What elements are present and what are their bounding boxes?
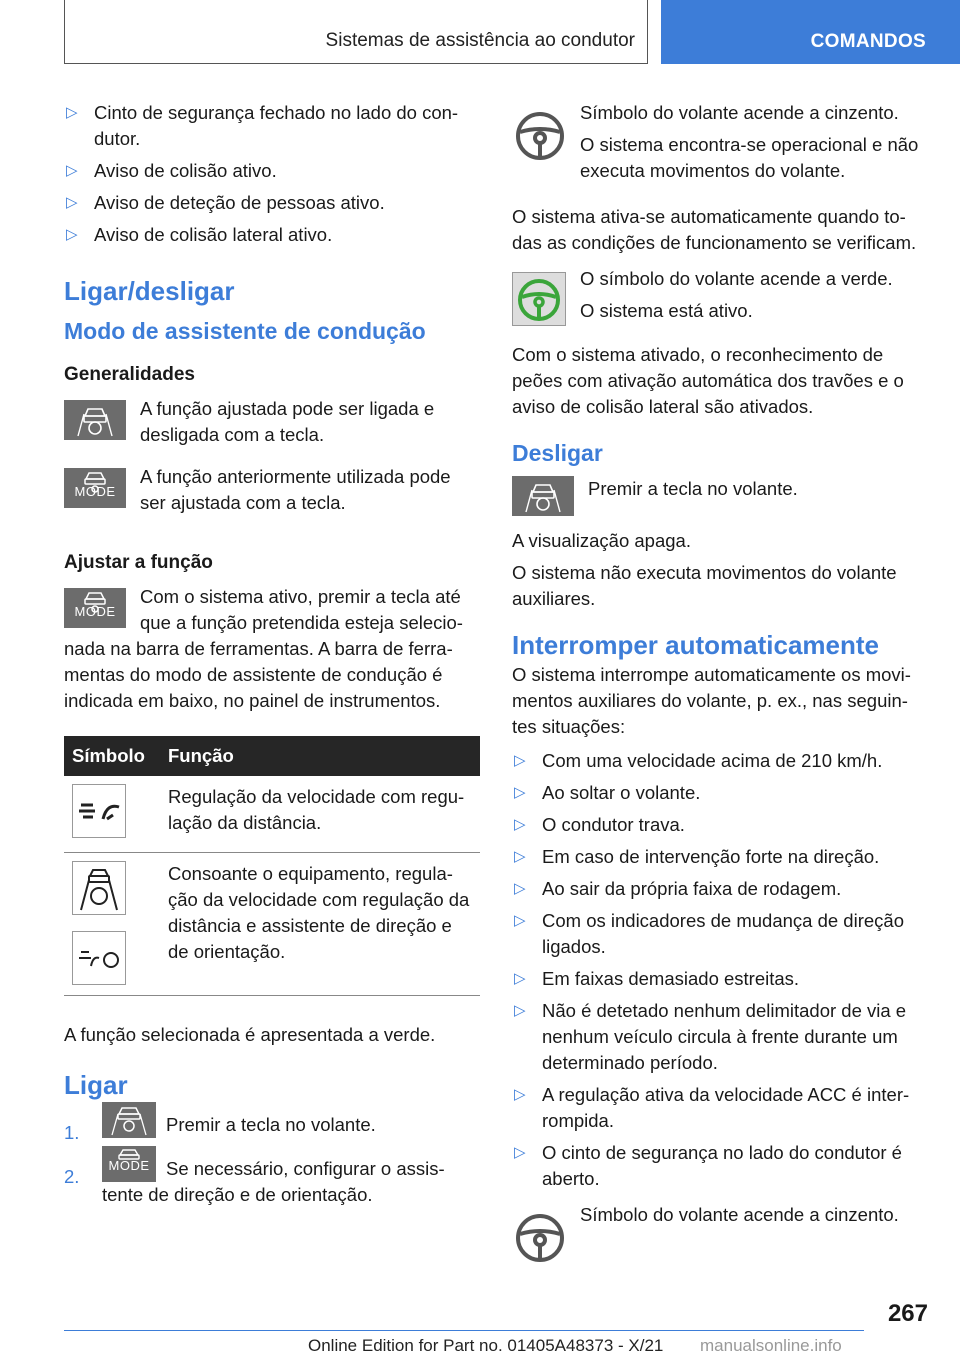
triangle-bullet-icon: ▷	[66, 104, 78, 121]
list-item: ▷ Com os indicadores de mudança de direção ligados.	[514, 910, 904, 957]
list-item: ▷ Aviso de colisão lateral ativo.	[64, 222, 480, 248]
driving-assistant-key-icon	[102, 1102, 156, 1138]
page-number: 267	[887, 1300, 928, 1327]
table-row	[64, 776, 480, 853]
triangle-bullet-icon: ▷	[514, 848, 526, 865]
list-item: 1. Premir a tecla no volante.	[64, 1102, 480, 1138]
verde-text: A função selecionada é apresentada a verde.	[64, 1024, 436, 1045]
footer-watermark: manualsonline.info	[700, 1336, 842, 1355]
triangle-bullet-icon: ▷	[514, 752, 526, 769]
list-item: ▷ Em caso de intervenção forte na direção.	[512, 844, 928, 870]
header-bar	[64, 0, 648, 64]
ativa-text: O sistema ativa-se automaticamente quando to-das as condições de funcionamento se verificam.	[512, 206, 917, 253]
triangle-bullet-icon: ▷	[66, 162, 78, 179]
heading-ligar-desligar: Ligar/desligar	[64, 276, 235, 306]
list-item: ▷ Em faixas demasiado estreitas.	[512, 966, 928, 992]
generalidades-text-2: A função anteriormente utilizada pode ser ajustada com a tecla.	[140, 466, 451, 513]
list-item: ▷ Aviso de colisão ativo.	[64, 158, 480, 184]
list-item: ▷ Cinto de segurança fechado no lado do con-dutor.	[66, 102, 459, 149]
mode-label: MODE	[74, 484, 116, 499]
list-item: 2. MODE Se necessário, configurar o assis-tente de direção e de orientação.	[64, 1146, 480, 1208]
triangle-bullet-icon: ▷	[66, 194, 78, 211]
verde-text-1: O símbolo do volante acende a verde.	[580, 268, 893, 289]
list-item: ▷ O condutor trava.	[512, 812, 928, 838]
cinzento-final-text: Símbolo do volante acende a cinzento.	[580, 1204, 899, 1225]
mode-key-icon	[64, 468, 126, 508]
visualizacao-text: A visualização apaga.	[512, 530, 691, 551]
list-item: ▷ A regulação ativa da velocidade ACC é inter-rompida.	[514, 1084, 910, 1131]
lane-assist-symbol-icon	[72, 861, 126, 915]
triangle-bullet-icon: ▷	[514, 880, 526, 897]
triangle-bullet-icon: ▷	[514, 816, 526, 833]
list-item: ▷ O cinto de segurança no lado do condutor é aberto.	[514, 1142, 902, 1189]
list-item: ▷ Não é detetado nenhum delimitador de via e nenhum veículo circula à frente durante um determinado período.	[514, 1000, 907, 1073]
driving-assistant-key-icon	[512, 476, 574, 516]
triangle-bullet-icon: ▷	[514, 1086, 526, 1103]
list-item: ▷ Ao sair da própria faixa de rodagem.	[512, 876, 928, 902]
footer-divider	[64, 1330, 864, 1331]
heading-ajustar: Ajustar a função	[64, 552, 213, 573]
mode-key-icon	[64, 588, 126, 628]
table-cell: Consoante o equipamento, regula-ção da velocidade com regulação da distância e assistente de direção e de orientação.	[160, 853, 480, 996]
desligar-text: Premir a tecla no volante.	[588, 478, 798, 499]
table-header-symbol: Símbolo	[64, 736, 160, 776]
table-cell: Regulação da velocidade com regu-lação da distância.	[160, 776, 480, 853]
list-item: ▷ Ao soltar o volante.	[512, 780, 928, 806]
steps-list	[64, 1102, 480, 1208]
driving-assistant-key-icon	[64, 400, 126, 440]
interromper-text: O sistema interrompe automaticamente os movi-mentos auxiliares do volante, p. ex., nas seguin-tes situações:	[512, 664, 911, 737]
verde-text-2: O sistema está ativo.	[580, 300, 753, 321]
footer-edition: Online Edition for Part no. 01405A48373 - X/21	[308, 1336, 664, 1355]
heading-desligar: Desligar	[512, 440, 603, 466]
triangle-bullet-icon: ▷	[66, 226, 78, 243]
mode-label: MODE	[74, 604, 116, 619]
acc-symbol-icon	[72, 784, 126, 838]
symbol-table	[64, 736, 480, 996]
triangle-bullet-icon: ▷	[514, 970, 526, 987]
generalidades-text-1: A função ajustada pode ser ligada e desligada com a tecla.	[140, 398, 435, 445]
steering-wheel-icon	[512, 1204, 572, 1264]
nao-executa-text: O sistema não executa movimentos do volante auxiliares.	[512, 562, 897, 609]
cinzento-text-2: O sistema encontra-se operacional e não executa movimentos do volante.	[580, 134, 919, 181]
heading-interromper: Interromper automaticamente	[512, 630, 879, 660]
triangle-bullet-icon: ▷	[514, 784, 526, 801]
table-row	[64, 853, 480, 996]
triangle-bullet-icon: ▷	[514, 1144, 526, 1161]
section-label: COMANDOS	[810, 31, 926, 52]
steering-wheel-icon	[512, 102, 572, 162]
table-header-function: Função	[160, 736, 480, 776]
triangle-bullet-icon: ▷	[514, 912, 526, 929]
ativado-text: Com o sistema ativado, o reconhecimento de peões com ativação automática dos travões e o aviso de colisão lateral são ativados.	[512, 344, 904, 417]
list-item: ▷ Aviso de deteção de pessoas ativo.	[64, 190, 480, 216]
ajustar-text: Com o sistema ativo, premir a tecla até que a função pretendida esteja selecio-nada na barra de ferramentas. A barra de ferra-mentas do modo de assistente de condução é indicada em baixo, no painel de instrumentos.	[64, 586, 463, 711]
left-column	[64, 100, 480, 1216]
triangle-bullet-icon: ▷	[514, 1002, 526, 1019]
section-tab	[661, 0, 960, 64]
cinzento-text-1: Símbolo do volante acende a cinzento.	[580, 102, 899, 123]
header-title: Sistemas de assistência ao condutor	[325, 30, 635, 51]
right-column	[512, 100, 928, 1270]
acc-lane-symbol-icon	[72, 931, 126, 985]
heading-modo-assistente: Modo de assistente de condução	[64, 318, 426, 344]
steering-wheel-green-icon	[512, 272, 566, 326]
mode-key-icon: MODE	[102, 1146, 156, 1182]
list-item: ▷ Com uma velocidade acima de 210 km/h.	[512, 748, 928, 774]
heading-generalidades: Generalidades	[64, 364, 195, 385]
heading-ligar: Ligar	[64, 1070, 128, 1100]
